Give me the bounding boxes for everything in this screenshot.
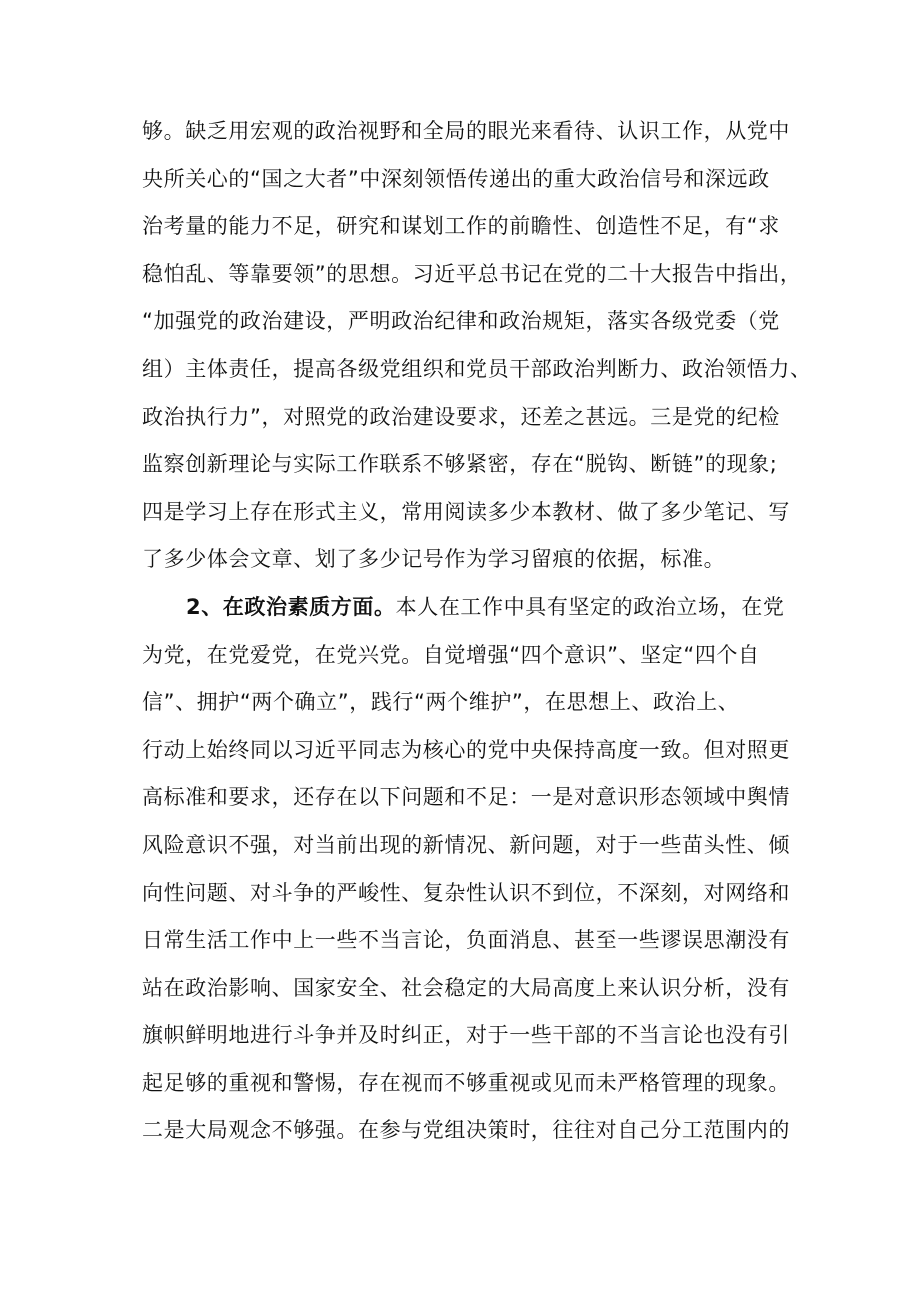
- text-line: 监察创新理论与实际工作联系不够紧密，存在“脱钩、断链”的现象;: [142, 452, 778, 477]
- text-line: 稳怕乱、等靠要领”的思想。习近平总书记在党的二十大报告中指出，: [142, 261, 802, 286]
- text-line: 四是学习上存在形式主义，常用阅读多少本教材、做了多少笔记、写: [142, 499, 790, 524]
- text-line: 政治执行力”，对照党的政治建设要求，还差之甚远。三是党的纪检: [142, 404, 780, 429]
- text-line: 日常生活工作中上一些不当言论，负面消息、甚至一些谬误思潮没有: [142, 928, 790, 953]
- text-line: 站在政治影响、国家安全、社会稳定的大局高度上来认识分析，没有: [142, 975, 790, 1000]
- text-line: 了多少体会文章、划了多少记号作为学习留痕的依据，标准。: [142, 547, 726, 572]
- document-body: [142, 108, 812, 1155]
- text-line: 信”、拥护“两个确立”，践行“两个维护”，在思想上、政治上、: [142, 690, 740, 715]
- text-line: 治考量的能力不足，研究和谋划工作的前瞻性、创造性不足，有“求: [142, 214, 780, 239]
- text-line: 行动上始终同以习近平同志为核心的党中央保持高度一致。但对照更: [142, 737, 790, 762]
- text-line: 向性问题、对斗争的严峻性、复杂性认识不到位，不深刻，对网络和: [142, 880, 790, 905]
- text-line: 央所关心的“国之大者”中深刻领悟传递出的重大政治信号和深远政: [142, 166, 770, 191]
- text-line: “加强党的政治建设，严明政治纪律和政治规矩，落实各级党委（党: [142, 309, 780, 334]
- paragraph-1: [142, 108, 812, 584]
- paragraph-2: [142, 584, 792, 1155]
- text-line: 够。缺乏用宏观的政治视野和全局的眼光来看待、认识工作，从党中: [142, 119, 790, 143]
- text-line: [142, 584, 792, 632]
- text-line: 风险意识不强，对当前出现的新情况、新问题，对于一些苗头性、倾: [142, 832, 790, 857]
- text-line: 起足够的重视和警惕，存在视而不够重视或见而未严格管理的现象。: [142, 1070, 790, 1095]
- text-line: 组）主体责任，提高各级党组织和党员干部政治判断力、政治领悟力、: [142, 356, 812, 381]
- text-span: 本人在工作中具有坚定的政治立场，在党: [395, 594, 785, 619]
- section-heading: 2、在政治素质方面。: [186, 594, 396, 619]
- text-line: 为党，在党爱党，在党兴党。自觉增强“四个意识”、坚定“四个自: [142, 642, 760, 667]
- text-line: 旗帜鲜明地进行斗争并及时纠正，对于一些干部的不当言论也没有引: [142, 1023, 790, 1048]
- text-line: 高标准和要求，还存在以下问题和不足：一是对意识形态领域中舆情: [142, 785, 790, 810]
- text-line: 二是大局观念不够强。在参与党组决策时，往往对自己分工范围内的: [142, 1118, 790, 1143]
